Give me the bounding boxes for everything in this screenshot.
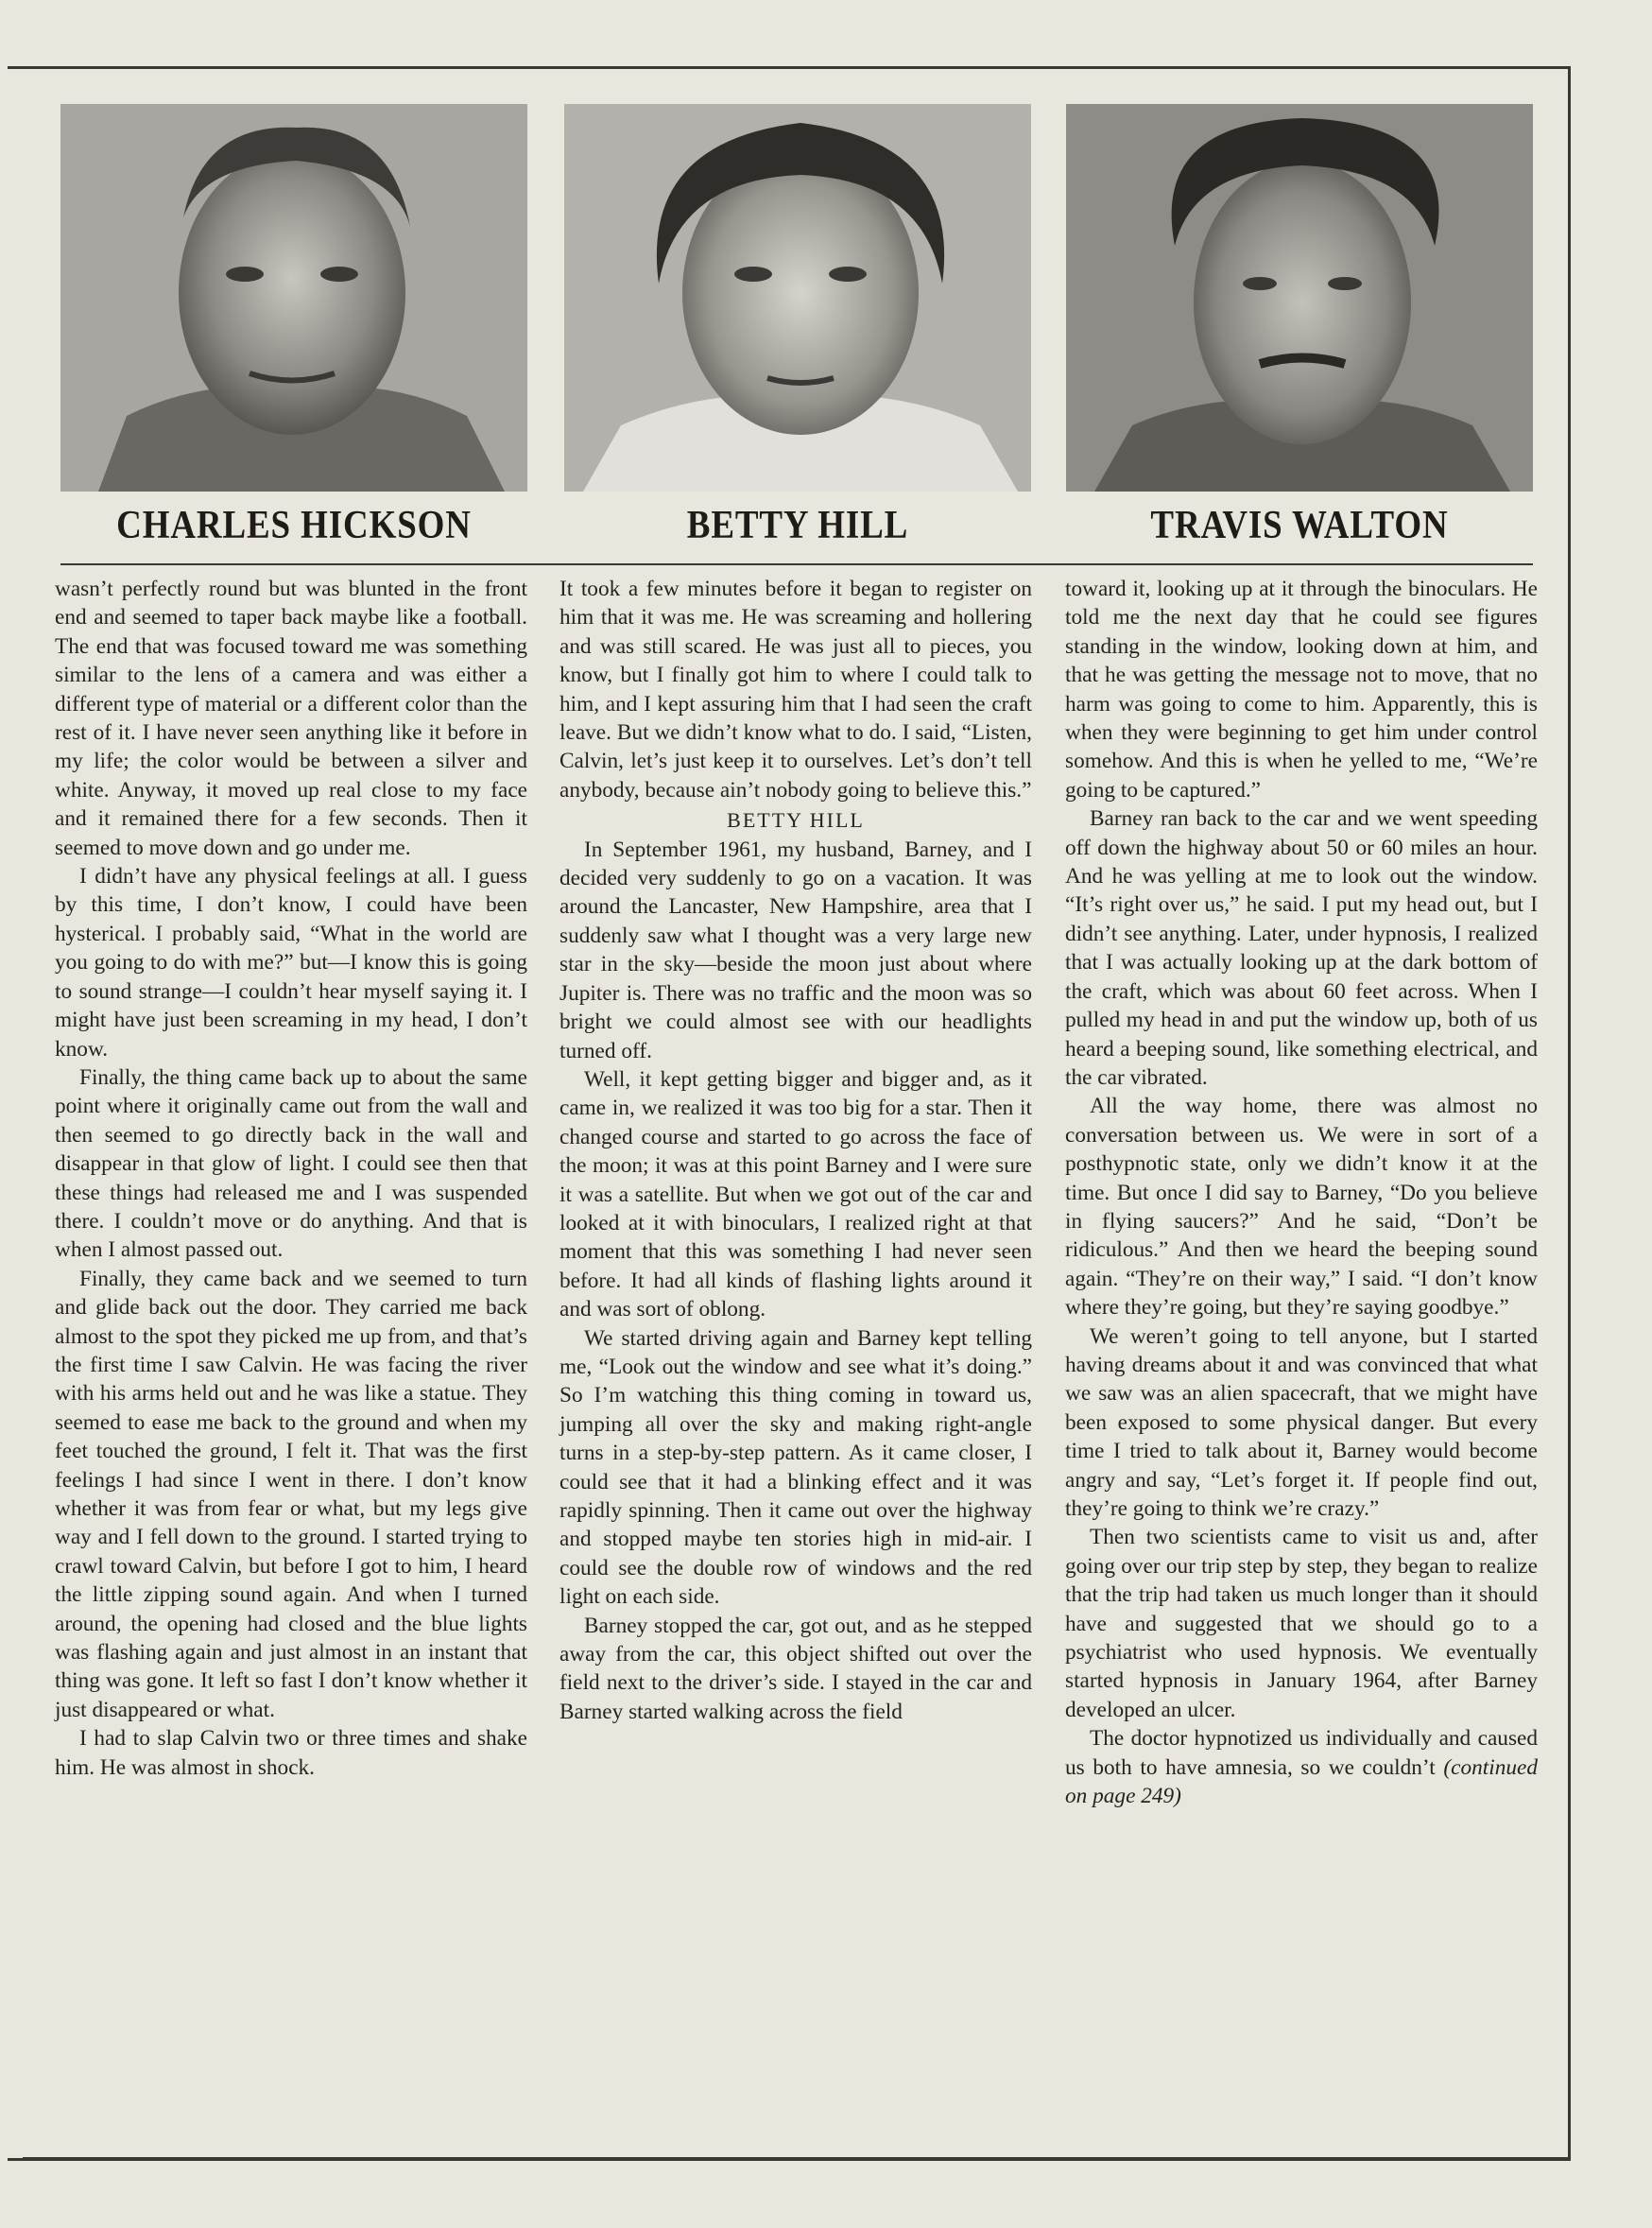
paragraph-text: The doctor hypnotized us individually and caused us both to have amnesia, so we couldn’t [1065, 1726, 1538, 1780]
paragraph: Then two scientists came to visit us and, after going over our trip step by step, they began to realize that the trip had taken us much longer than it should have and suggested that we should go to a psychiatrist who used hypnosis. We eventually started hypnosis in January 1964, after Barney developed an ulcer. [1065, 1525, 1538, 1722]
footer-divider [23, 2157, 1569, 2160]
article-column-3 [1065, 575, 1538, 1810]
article-column-1 [55, 575, 527, 1782]
caption-divider [60, 563, 1533, 565]
paragraph: Finally, they came back and we seemed to turn and glide back out the door. They carried me back almost to the spot they picked me up from, and that’s the first time I saw Calvin. He was facing the river with his arms held out and he was like a statue. They seemed to ease me back to the ground and when my feet touched the ground, I felt it. That was the first feelings I had since I went in there. I don’t know whether it was from fear or what, but my legs give way and I fell down to the ground. I started trying to crawl toward Calvin, but before I got to him, I heard the little zipping sound again. And when I turned around, the opening had closed and the blue lights was flashing again and just almost in an instant that thing was gone. It left so fast I don’t know whether it just disappeared or what. [55, 1266, 527, 1722]
section-subhead: BETTY HILL [727, 808, 865, 833]
caption-charles-hickson: CHARLES HICKSON [116, 504, 472, 547]
paragraph: Barney ran back to the car and we went speeding off down the highway about 50 or 60 miles an hour. And he was yelling at me to look out the window. “It’s right over us,” he said. I put my head out, but I didn’t see anything. Later, under hypnosis, I realized that I was actually looking up at the dark bottom of the craft, which was about 60 feet across. When I pulled my head in and put the window up, both of us heard a beeping sound, like something electrical, and the car vibrated. [1065, 806, 1538, 1090]
paragraph: I had to slap Calvin two or three times and shake him. He was almost in shock. [55, 1726, 527, 1780]
final-paragraph [1065, 1724, 1538, 1810]
paragraph: We weren’t going to tell anyone, but I started having dreams about it and was convinced that what we saw was an alien spacecraft, that we might have been exposed to some physical danger. But every time I tried to talk about it, Barney would become angry and say, “Let’s forget it. If people find out, they’re going to think we’re crazy.” [1065, 1323, 1538, 1521]
continued-note: (continued on page 249) [1065, 1754, 1538, 1809]
paragraph: Barney stopped the car, got out, and as he stepped away from the car, this object shifted out over the field next to the driver’s side. I stayed in the car and Barney started walking across the field [559, 1613, 1032, 1724]
paragraph: It took a few minutes before it began to register on him that it was me. He was screaming and hollering and was still scared. He was just all to pieces, you know, but I finally got him to where I could talk to him, and I kept assuring him that I had seen the craft leave. But we didn’t know what to do. I said, “Listen, Calvin, let’s just keep it to ourselves. Let’s don’t tell anybody, because ain’t nobody going to believe this.” [559, 577, 1032, 803]
caption-travis-walton: TRAVIS WALTON [1150, 504, 1449, 547]
paragraph: toward it, looking up at it through the binoculars. He told me the next day that he could see figures standing in the window, looking down at him, and that he was getting the message not to move, that no harm was going to come to him. Apparently, this is when they were beginning to get him under control somehow. And this is when he yelled to me, “We’re going to be captured.” [1065, 577, 1538, 803]
paragraph: wasn’t perfectly round but was blunted in the front end and seemed to taper back maybe like a football. The end that was focused toward me was something similar to the lens of a camera and was either a different type of material or a different color than the rest of it. I have never seen anything like it before in my life; the color would be between a silver and white. Anyway, it moved up real close to my face and it remained there for a few seconds. Then it seemed to move down and go under me. [55, 577, 527, 860]
caption-betty-hill: BETTY HILL [686, 504, 909, 547]
paragraph: Well, it kept getting bigger and bigger and, as it came in, we realized it was too big for a star. Then it changed course and started to go across the face of the moon; it was at this point Barney and I were sure it was a satellite. But when we got out of the car and looked at it with binoculars, I realized right at that moment that this was something I had never seen before. It had all kinds of flashing lights around it and was sort of oblong. [559, 1066, 1032, 1322]
paragraph: In September 1961, my husband, Barney, and I decided very suddenly to go on a vacation. It was around the Lancaster, New Hampshire, area that I suddenly saw what I thought was a very large new star in the sky—beside the moon just about where Jupiter is. There was no traffic and the moon was so bright we could almost see with our headlights turned off. [559, 837, 1032, 1063]
article-column-2 [559, 575, 1032, 1726]
paragraph: I didn’t have any physical feelings at all. I guess by this time, I don’t know, I could have been hysterical. I probably said, “What in the world are you going to do with me?” but—I know this is going to sound strange—I couldn’t hear myself saying it. I might have just been screaming in my head, I don’t know. [55, 864, 527, 1062]
photo-betty-hill [564, 104, 1031, 492]
photo-travis-walton [1066, 104, 1533, 492]
paragraph: All the way home, there was almost no conversation between us. We were in sort of a posthypnotic state, only we didn’t know it at the time. But once I did say to Barney, “Do you believe in flying saucers?” And he said, “Don’t be ridiculous.” And then we heard the beeping sound again. “They’re on their way,” I said. “I don’t know where they’re going, but they’re saying goodbye.” [1065, 1094, 1538, 1321]
paragraph: We started driving again and Barney kept telling me, “Look out the window and see what it’s doing.” So I’m watching this thing coming in toward us, jumping all over the sky and making right-angle turns in a step-by-step pattern. As it came closer, I could see that it had a blinking effect and it was rapidly spinning. Then it came out over the highway and stopped maybe ten stories high in mid-air. I could see the double row of windows and the red light on each side. [559, 1325, 1032, 1610]
paragraph: Finally, the thing came back up to about the same point where it originally came out from the wall and then seemed to go directly back in the wall and disappear in that glow of light. I could see then that these things had released me and I was suspended there. I couldn’t move or do anything. And that is when I almost passed out. [55, 1064, 527, 1263]
photo-charles-hickson [60, 104, 527, 492]
